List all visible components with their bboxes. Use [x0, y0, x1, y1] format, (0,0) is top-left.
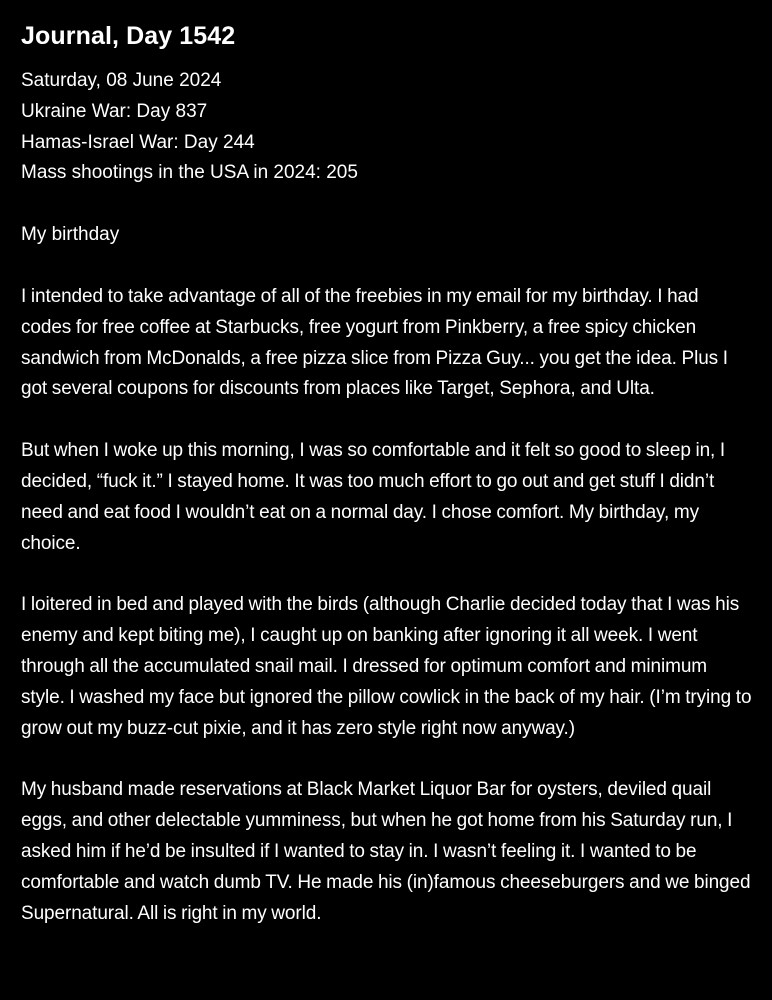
ukraine-war-line: Ukraine War: Day 837 [21, 100, 208, 122]
mass-shootings-line: Mass shootings in the USA in 2024: 205 [21, 162, 358, 184]
journal-subject: My birthday [21, 224, 120, 246]
journal-body [21, 282, 752, 929]
journal-meta [21, 66, 752, 189]
journal-paragraph: I loitered in bed and played with the birds (although Charlie decided today that I was his enemy and kept biting me), I caught up on banking after ignoring it all week. I went through all the accumulated snail mail. I dressed for optimum comfort and minimum style. I washed my face but ignored the pillow cowlick in the back of my hair. (I’m trying to grow out my buzz-cut pixie, and it has zero style right now anyway.) [21, 594, 752, 739]
date-line: Saturday, 08 June 2024 [21, 70, 222, 91]
journal-paragraph: But when I woke up this morning, I was so comfortable and it felt so good to sleep in, I decided, “fuck it.” I stayed home. It was too much effort to go out and get stuff I didn’t need and eat food I wouldn’t eat on a normal day. I chose comfort. My birthday, my choice. [21, 440, 726, 554]
hamas-israel-war-line: Hamas-Israel War: Day 244 [21, 131, 255, 153]
journal-title: Journal, Day 1542 [21, 22, 236, 50]
journal-paragraph: My husband made reservations at Black Market Liquor Bar for oysters, deviled quail eggs, and other delectable yumminess, but when he got home from his Saturday run, I asked him if he’d be insulted if I wanted to stay in. I wasn’t feeling it. I wanted to be comfortable and watch dumb TV. He made his (in)famous cheeseburgers and we binged Supernatural. All is right in my world. [21, 779, 751, 924]
journal-paragraph: I intended to take advantage of all of the freebies in my email for my birthday. I had codes for free coffee at Starbucks, free yogurt from Pinkberry, a free spicy chicken sandwich from McDonalds, a free pizza slice from Pizza Guy... you get the idea. Plus I got several coupons for discounts from places like Target, Sephora, and Ulta. [21, 285, 728, 400]
